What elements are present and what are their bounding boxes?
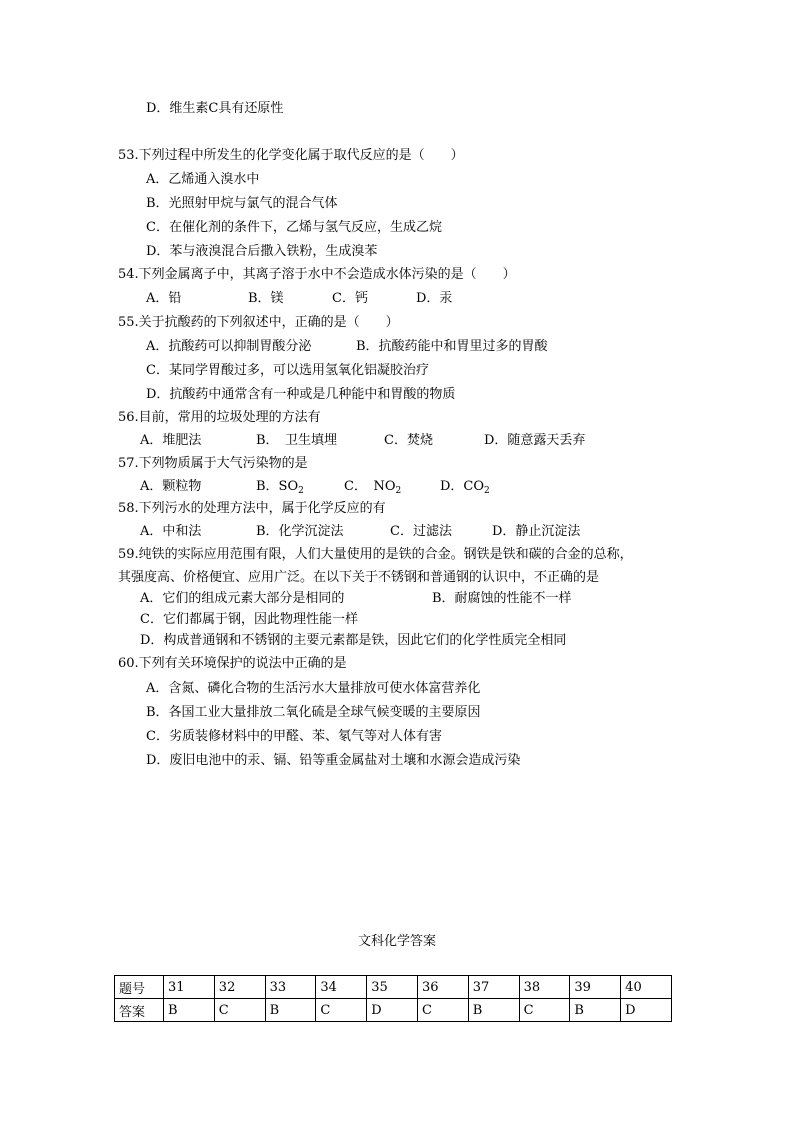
table-cell: B [468, 999, 519, 1022]
q56-option-c: C．焚烧 [384, 433, 433, 448]
q57-option-b: B．$SO_2$ [256, 479, 304, 496]
table-cell: C [417, 999, 468, 1022]
table-cell: 33 [265, 976, 316, 999]
q58-option-b: B．化学沉淀法 [256, 524, 344, 539]
q54-option-b: B．镁 [248, 291, 284, 306]
table-cell: 35 [367, 976, 418, 999]
q59-option-b: B．耐腐蚀的性能不一样 [432, 591, 572, 606]
q58-option-d: D．静止沉淀法 [492, 524, 581, 539]
q52-option-d: D．维生素C具有还原性 [146, 101, 284, 116]
q55-option-d: D．抗酸药中通常含有一种或是几种能中和胃酸的物质 [146, 387, 456, 402]
table-cell: B [164, 999, 215, 1022]
q56-option-d: D．随意露天丢弃 [484, 433, 586, 448]
q53-option-d: D．苯与液溴混合后撒入铁粉，生成溴苯 [146, 244, 378, 259]
table-cell: 32 [214, 976, 265, 999]
q55-stem: 55.关于抗酸药的下列叙述中，正确的是（ ） [118, 315, 399, 330]
answer-key-title: 文科化学答案 [357, 934, 436, 949]
q53-stem: 53.下列过程中所发生的化学变化属于取代反应的是（ ） [118, 148, 464, 163]
q56-option-b: B． 卫生填埋 [256, 433, 338, 448]
q59-option-a: A．它们的组成元素大部分是相同的 [140, 591, 345, 606]
q55-option-b: B．抗酸药能中和胃里过多的胃酸 [356, 339, 548, 354]
q54-stem: 54.下列金属离子中，其离子溶于水中不会造成水体污染的是（ ） [118, 267, 516, 282]
q53-option-b: B．光照射甲烷与氯气的混合气体 [146, 196, 338, 211]
row-label-answer: 答案 [115, 999, 164, 1022]
q60-option-c: C．劣质装修材料中的甲醛、苯、氡气等对人体有害 [146, 729, 442, 744]
table-row-question-numbers [115, 976, 672, 999]
q59-option-d: D．构成普通钢和不锈钢的主要元素都是铁，因此它们的化学性质完全相同 [140, 633, 567, 648]
q58-stem: 58.下列污水的处理方法中，属于化学反应的有 [118, 501, 386, 516]
q54-option-a: A．铅 [146, 291, 182, 306]
q59-option-c: C．它们都属于钢，因此物理性能一样 [140, 612, 358, 627]
q53-option-c: C．在催化剂的条件下，乙烯与氢气反应，生成乙烷 [146, 220, 442, 235]
table-cell: B [265, 999, 316, 1022]
q57-option-c: C． $NO_2$ [344, 479, 402, 496]
q57-stem: 57.下列物质属于大气污染物的是 [118, 456, 308, 471]
row-label-question-number: 题号 [115, 976, 164, 999]
q58-option-a: A．中和法 [140, 524, 202, 539]
table-row-answers [115, 999, 672, 1022]
table-cell: 31 [164, 976, 215, 999]
q53-option-a: A．乙烯通入溴水中 [146, 172, 260, 187]
q56-option-a: A．堆肥法 [140, 433, 202, 448]
table-cell: D [367, 999, 418, 1022]
answer-table [114, 975, 672, 1022]
table-cell: 39 [570, 976, 621, 999]
table-cell: 40 [621, 976, 672, 999]
q60-option-a: A．含氮、磷化合物的生活污水大量排放可使水体富营养化 [146, 681, 481, 696]
table-cell: C [519, 999, 570, 1022]
table-cell: 36 [417, 976, 468, 999]
table-cell: 37 [468, 976, 519, 999]
q60-option-d: D．废旧电池中的汞、镉、铅等重金属盐对土壤和水源会造成污染 [146, 753, 521, 768]
q59-stem-line1: 59.纯铁的实际应用范围有限，人们大量使用的是铁的合金。钢铁是铁和碳的合金的总称， [118, 547, 633, 562]
q59-stem-line2: 其强度高、价格便宜、应用广泛。在以下关于不锈钢和普通钢的认识中，不正确的是 [118, 570, 600, 585]
table-cell: B [570, 999, 621, 1022]
q60-stem: 60.下列有关环境保护的说法中正确的是 [118, 656, 347, 671]
q54-option-d: D．汞 [416, 291, 453, 306]
table-cell: 38 [519, 976, 570, 999]
q57-option-a: A．颗粒物 [140, 479, 202, 494]
q56-stem: 56.目前，常用的垃圾处理的方法有 [118, 410, 321, 425]
q57-option-d: D．$CO_2$ [440, 479, 490, 496]
q55-option-a: A．抗酸药可以抑制胃酸分泌 [146, 339, 312, 354]
q60-option-b: B．各国工业大量排放二氧化硫是全球气候变暖的主要原因 [146, 705, 481, 720]
table-cell: 34 [316, 976, 367, 999]
q54-option-c: C．钙 [332, 291, 368, 306]
table-cell: C [214, 999, 265, 1022]
table-cell: D [621, 999, 672, 1022]
q58-option-c: C．过滤法 [390, 524, 452, 539]
q55-option-c: C．某同学胃酸过多，可以选用氢氧化铝凝胶治疗 [146, 363, 429, 378]
table-cell: C [316, 999, 367, 1022]
